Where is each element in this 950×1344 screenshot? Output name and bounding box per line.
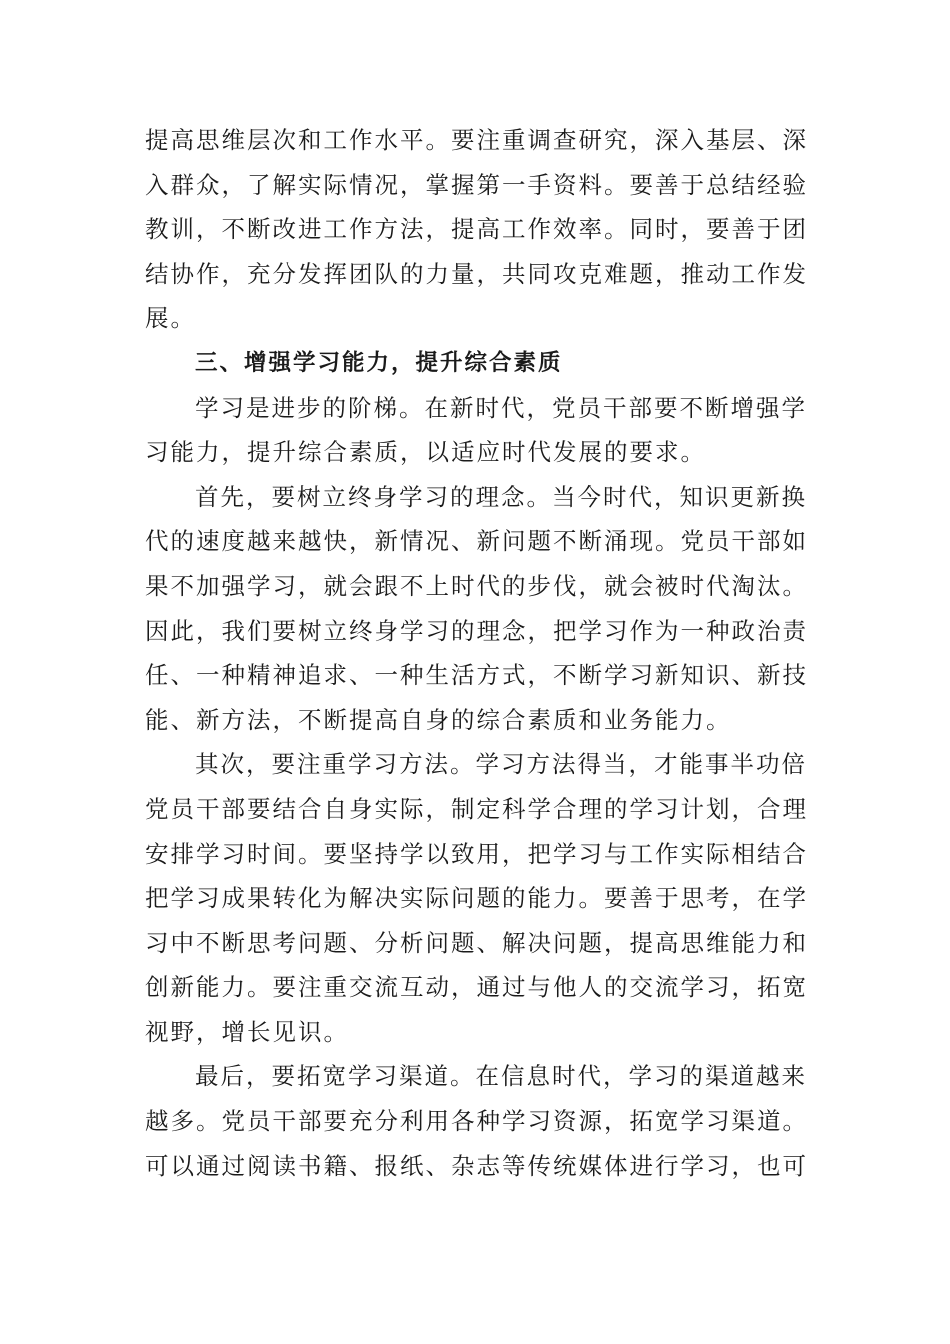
body-line: 习中不断思考问题、分析问题、解决问题，提高思维能力和	[145, 928, 808, 957]
body-line: 越多。党员干部要充分利用各种学习资源，拓宽学习渠道。	[145, 1107, 808, 1136]
body-line: 结协作，充分发挥团队的力量，共同攻克难题，推动工作发	[145, 259, 808, 288]
paragraph-first-line: 最后，要拓宽学习渠道。在信息时代，学习的渠道越来	[195, 1062, 807, 1091]
paragraph-first-line: 首先，要树立终身学习的理念。当今时代，知识更新换	[195, 482, 807, 511]
body-line: 果不加强学习，就会跟不上时代的步伐，就会被时代淘汰。	[145, 571, 808, 600]
section-heading: 三、增强学习能力，提升综合素质	[195, 349, 563, 376]
paragraph-first-line: 其次，要注重学习方法。学习方法得当，才能事半功倍	[195, 750, 807, 779]
body-line: 提高思维层次和工作水平。要注重调查研究，深入基层、深	[145, 126, 808, 154]
body-line: 入群众，了解实际情况，掌握第一手资料。要善于总结经验	[145, 170, 808, 199]
body-line: 安排学习时间。要坚持学以致用，把学习与工作实际相结合	[145, 839, 808, 868]
body-line: 教训，不断改进工作方法，提高工作效率。同时，要善于团	[145, 215, 808, 244]
body-line: 任、一种精神追求、一种生活方式，不断学习新知识、新技	[145, 661, 808, 690]
body-line: 党员干部要结合自身实际，制定科学合理的学习计划，合理	[145, 794, 808, 823]
body-line: 视野，增长见识。	[145, 1017, 349, 1046]
body-line: 能、新方法，不断提高自身的综合素质和业务能力。	[145, 705, 732, 734]
body-line: 展。	[145, 304, 196, 333]
document-body	[145, 118, 809, 1188]
body-line: 习能力，提升综合素质，以适应时代发展的要求。	[145, 438, 706, 467]
body-line: 因此，我们要树立终身学习的理念，把学习作为一种政治责	[145, 616, 808, 645]
body-line: 创新能力。要注重交流互动，通过与他人的交流学习，拓宽	[145, 973, 808, 1002]
body-line: 把学习成果转化为解决实际问题的能力。要善于思考，在学	[145, 884, 808, 913]
body-line: 代的速度越来越快，新情况、新问题不断涌现。党员干部如	[145, 527, 808, 556]
paragraph-first-line: 学习是进步的阶梯。在新时代，党员干部要不断增强学	[195, 393, 807, 422]
body-line: 可以通过阅读书籍、报纸、杂志等传统媒体进行学习，也可	[145, 1151, 808, 1180]
